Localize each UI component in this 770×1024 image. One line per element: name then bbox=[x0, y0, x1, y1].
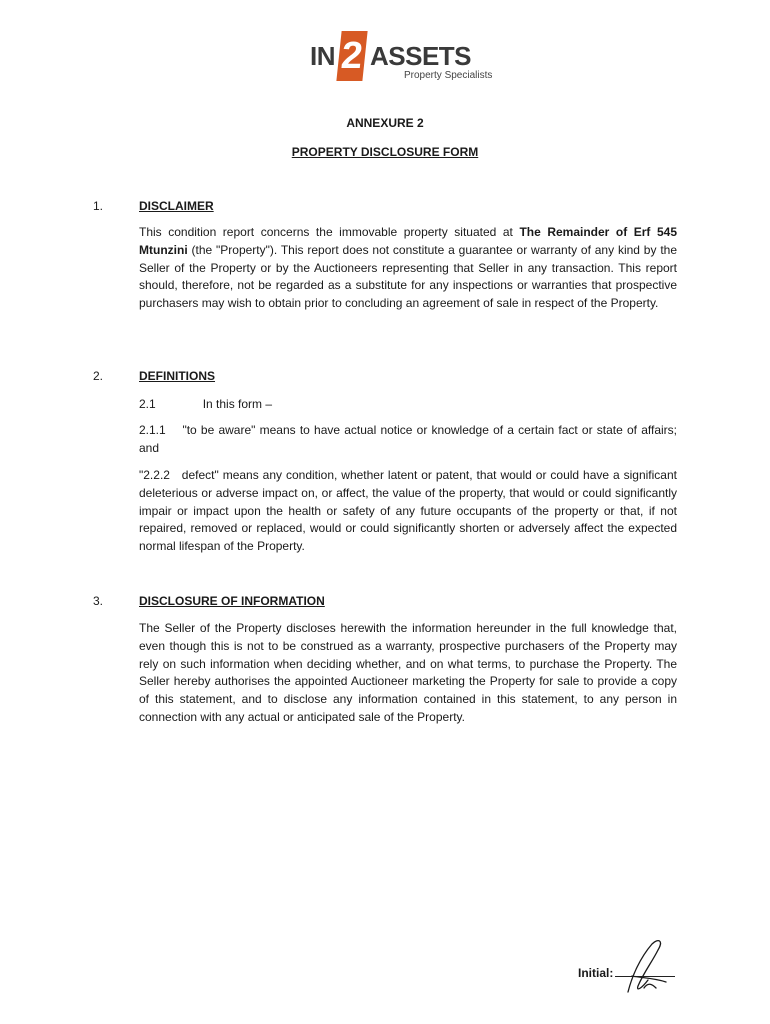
logo-text-left: IN bbox=[310, 41, 335, 71]
disclosure-paragraph: The Seller of the Property discloses herewith the information hereunder in the full knowledge that, even though this is not to be construed as a warranty, prospective purchasers of the Property may rely on such information when deciding whether, and on what terms, to purchase the Property. The Seller hereby authorises the appointed Auctioneer marketing the Property for sale to provide a copy of this statement, and to disclose any information contained in this statement, to any person in connection with any actual or anticipated sale of the Property. bbox=[139, 621, 677, 724]
subclause-number: 2.1 bbox=[139, 397, 156, 411]
signature-icon bbox=[618, 936, 670, 996]
section-2-title: DEFINITIONS bbox=[139, 369, 216, 383]
disclaimer-text-end: (the "Property"). This report does not constitute a guarantee or warranty of any kind by the Seller of the Property or by the Auctioneers representing that Seller in any transaction. This report should, therefore, not be regarded as a substitute for any inspections or warranties that prospective purchasers may wish to obtain prior to concluding an agreement of sale in respect of the Property. bbox=[139, 242, 677, 311]
annexure-heading: ANNEXURE 2 bbox=[346, 116, 424, 130]
section-3-title: DISCLOSURE OF INFORMATION bbox=[139, 594, 325, 608]
logo-text-right: ASSETS bbox=[370, 41, 472, 71]
subclause-2-1 bbox=[139, 397, 272, 411]
section-3-number: 3. bbox=[93, 594, 104, 608]
property-name: The Remainder of Erf 545 Mtunzini bbox=[139, 225, 677, 257]
section-1-number: 1. bbox=[93, 199, 104, 213]
subclause-text: In this form – bbox=[202, 397, 273, 411]
form-title: PROPERTY DISCLOSURE FORM bbox=[291, 145, 479, 159]
section-1-title: DISCLAIMER bbox=[139, 199, 214, 213]
initial-label: Initial: bbox=[578, 966, 614, 980]
company-logo bbox=[309, 28, 493, 84]
disclaimer-paragraph bbox=[139, 224, 677, 313]
disclaimer-text-start: This condition report concerns the immovable property situated at bbox=[139, 225, 520, 239]
definition-defect: "2.2.2 defect" means any condition, whether latent or patent, that would or could have a significant deleterious or adverse impact on, or affect, the value of the property, that would or could significantly impair or impact upon the health or safety of any future occupants of the property or that, if not repaired, removed or replaced, would or could significantly shorten or adversely affect the expected normal lifespan of the Property. bbox=[139, 468, 681, 554]
logo-tagline: Property Specialists bbox=[404, 70, 493, 81]
logo-mark: 2 bbox=[336, 31, 367, 81]
definition-aware: 2.1.1 "to be aware" means to have actual notice or knowledge of a certain fact or state of affairs; and bbox=[139, 423, 681, 455]
section-2-number: 2. bbox=[93, 369, 104, 383]
